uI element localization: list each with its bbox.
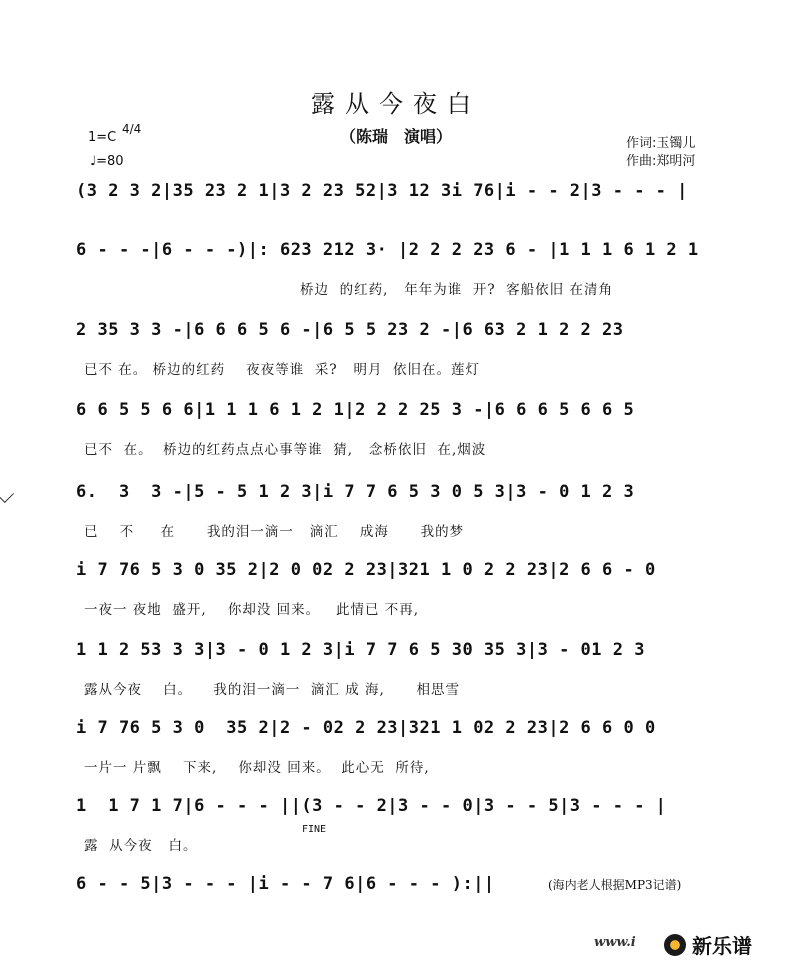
lyric-line-4: 已不 在。 桥边的红药点点心事等谁 猜, 念桥依旧 在,烟波 — [84, 442, 487, 458]
time-signature: 4/4 — [122, 122, 142, 136]
watermark-url: www.i — [594, 935, 636, 950]
tempo-marking: ♩=80 — [90, 154, 124, 169]
lyric-line-7: 露从今夜 白。 我的泪一滴一 滴汇 成 海, 相思雪 — [84, 682, 461, 698]
lyric-line-5: 已 不 在 我的泪一滴一 滴汇 成海 我的梦 — [84, 524, 465, 540]
lyricist-credit: 作词:玉镯儿 — [626, 136, 696, 151]
composer-credit: 作曲:郑明河 — [626, 154, 696, 169]
lyric-line-6: 一夜一 夜地 盛开, 你却没 回来。 此情已 不再, — [84, 602, 420, 618]
score-line-4: 6 6 5 5 6 6|1 1 1 6 1 2 1|2 2 2 25 3 -|6 6 6 5 6 6 5 — [76, 400, 635, 420]
score-line-1: (3 2 3 2|35 23 2 1|3 2 23 52|3 12 3i 76|i - - 2|3 - - - | — [76, 181, 688, 201]
score-line-2: 6 - - -|6 - - -)|: 623 212 3· |2 2 2 23 6 - |1 1 1 6 1 2 1 — [76, 240, 699, 260]
watermark-brand: 新乐谱 — [692, 934, 752, 958]
record-logo-icon — [664, 934, 686, 956]
fine-mark: FINE — [302, 824, 327, 835]
margin-mark — [0, 486, 14, 503]
key-signature: 1=C — [88, 130, 117, 145]
lyric-line-8: 一片一 片飘 下来, 你却没 回来。 此心无 所待, — [84, 760, 430, 776]
performer-subtitle: （陈瑞 演唱） — [339, 127, 452, 146]
transcription-footnote: (海内老人根据MP3记谱) — [548, 878, 682, 892]
score-line-6: i 7 76 5 3 0 35 2|2 0 02 2 23|321 1 0 2 2 23|2 6 6 - 0 — [76, 560, 656, 580]
lyric-line-3: 已不 在。 桥边的红药 夜夜等谁 采? 明月 依旧在。莲灯 — [84, 362, 481, 378]
song-title: 露从今夜白 — [311, 90, 481, 118]
score-line-5: 6. 3 3 -|5 - 5 1 2 3|i 7 7 6 5 3 0 5 3|3 - 0 1 2 3 — [76, 482, 635, 502]
lyric-line-9: 露 从今夜 白。 — [84, 838, 198, 854]
score-line-8: i 7 76 5 3 0 35 2|2 - 02 2 23|321 1 02 2 23|2 6 6 0 0 — [76, 718, 656, 738]
score-line-7: 1 1 2 53 3 3|3 - 0 1 2 3|i 7 7 6 5 30 35 3|3 - 01 2 3 — [76, 640, 645, 660]
lyric-line-2: 桥边 的红药, 年年为谁 开? 客船依旧 在清角 — [300, 282, 613, 298]
score-line-3: 2 35 3 3 -|6 6 6 5 6 -|6 5 5 23 2 -|6 63 2 1 2 2 23 — [76, 320, 624, 340]
score-line-10: 6 - - 5|3 - - - |i - - 7 6|6 - - - ):|| — [76, 874, 495, 894]
score-line-9: 1 1 7 1 7|6 - - - ||(3 - - 2|3 - - 0|3 - - 5|3 - - - | — [76, 796, 667, 816]
